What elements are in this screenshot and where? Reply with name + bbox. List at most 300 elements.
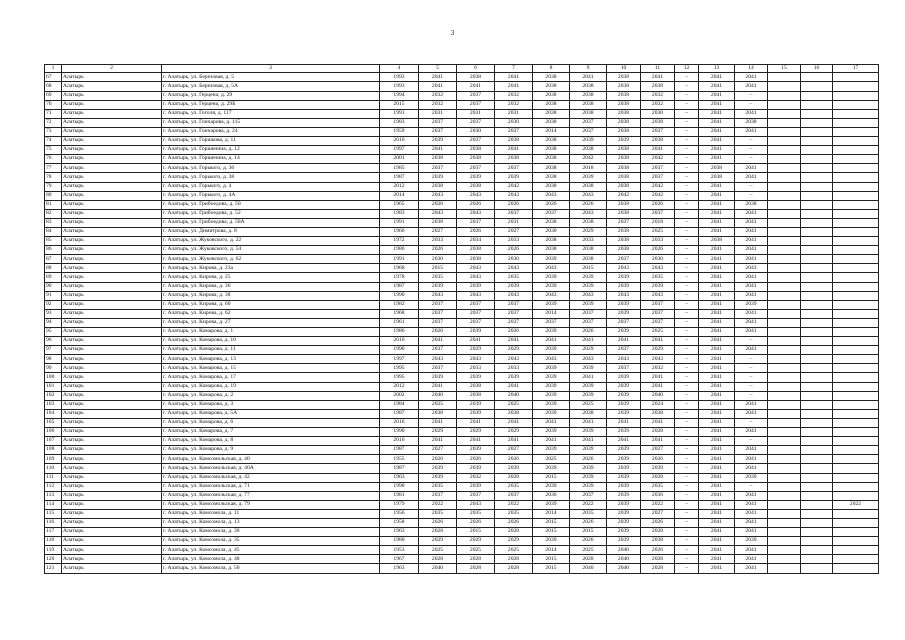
table-cell: – [675, 164, 699, 173]
table-cell: г. Алатырь, ул. Комсомола, д. 35 [162, 537, 380, 546]
table-cell: г. Алатырь, ул. Кирова, д. 23а [162, 264, 380, 273]
table-cell [801, 127, 833, 136]
table-cell [801, 418, 833, 427]
table-cell: 89 [45, 273, 62, 282]
table-cell: Алатырь [62, 155, 162, 164]
table-cell: 1986 [380, 328, 419, 337]
table-cell: 2039 [570, 364, 607, 373]
table-cell: 2041 [735, 546, 768, 555]
table-cell [833, 264, 879, 273]
table-row [45, 209, 879, 218]
table-cell: 76 [45, 155, 62, 164]
table-cell: 2028 [641, 564, 675, 573]
table-cell: 2039 [533, 364, 570, 373]
table-cell [833, 409, 879, 418]
table-cell [833, 318, 879, 327]
table-cell: 2038 [570, 255, 607, 264]
table-cell: 2043 [570, 355, 607, 364]
table-cell: Алатырь [62, 564, 162, 573]
table-row [45, 264, 879, 273]
table-cell [768, 200, 801, 209]
table-cell: 2038 [607, 100, 641, 109]
table-cell: Алатырь [62, 400, 162, 409]
table-cell: Алатырь [62, 337, 162, 346]
table-cell: 2039 [607, 528, 641, 537]
table-cell: 110 [45, 464, 62, 473]
table-cell: 2027 [495, 446, 533, 455]
table-cell: Алатырь [62, 191, 162, 200]
table-cell: 2041 [419, 418, 457, 427]
table-cell: 1955 [380, 455, 419, 464]
table-cell: 88 [45, 264, 62, 273]
table-row [45, 100, 879, 109]
table-cell: 2039 [419, 373, 457, 382]
table-cell: 2038 [533, 164, 570, 173]
table-cell: 2033 [457, 364, 495, 373]
column-header: 12 [675, 65, 699, 73]
table-cell: 2022 [641, 500, 675, 509]
table-cell: 2040 [419, 564, 457, 573]
table-cell: 2041 [641, 437, 675, 446]
table-cell: 2038 [570, 246, 607, 255]
table-cell: 2038 [607, 173, 641, 182]
table-cell: 2041 [419, 146, 457, 155]
table-cell: 2015 [570, 264, 607, 273]
table-cell: 2041 [735, 246, 768, 255]
table-row [45, 273, 879, 282]
table-cell: 2022 [495, 500, 533, 509]
table-cell: 2041 [495, 146, 533, 155]
table-row [45, 155, 879, 164]
table-cell [768, 118, 801, 127]
table-cell: 2041 [699, 373, 735, 382]
table-cell: Алатырь [62, 246, 162, 255]
table-cell: 2026 [570, 200, 607, 209]
table-cell: Алатырь [62, 537, 162, 546]
table-cell: 116 [45, 518, 62, 527]
table-cell [801, 255, 833, 264]
table-cell: 2033 [495, 364, 533, 373]
table-cell: г. Алатырь, ул. Комсомольская, д. 71 [162, 482, 380, 491]
table-cell: 2035 [419, 273, 457, 282]
table-cell: 2033 [419, 237, 457, 246]
table-row [45, 482, 879, 491]
table-cell: 2039 [570, 273, 607, 282]
table-cell: 2041 [699, 337, 735, 346]
table-cell: 2041 [419, 337, 457, 346]
table-cell: Алатырь [62, 528, 162, 537]
table-cell: 2035 [495, 482, 533, 491]
table-cell: Алатырь [62, 473, 162, 482]
table-cell: 2038 [607, 109, 641, 118]
table-cell: Алатырь [62, 409, 162, 418]
table-cell: 2038 [641, 409, 675, 418]
table-cell [833, 382, 879, 391]
table-cell: 2038 [495, 409, 533, 418]
table-cell: 2040 [570, 564, 607, 573]
table-cell: – [675, 409, 699, 418]
table-cell: Алатырь [62, 509, 162, 518]
table-cell: – [675, 182, 699, 191]
table-cell [768, 218, 801, 227]
table-cell: 2039 [607, 391, 641, 400]
table-cell: – [675, 282, 699, 291]
table-cell: 2041 [699, 209, 735, 218]
table-cell: 1987 [380, 173, 419, 182]
table-cell [801, 473, 833, 482]
table-cell: 2039 [607, 409, 641, 418]
table-cell: 2026 [533, 200, 570, 209]
table-cell: 2038 [607, 155, 641, 164]
table-cell: 2043 [495, 355, 533, 364]
table-cell: 2039 [570, 300, 607, 309]
table-cell: 2041 [699, 146, 735, 155]
table-cell: 2038 [533, 146, 570, 155]
column-header: 8 [533, 65, 570, 73]
table-cell: 2043 [570, 291, 607, 300]
table-cell [833, 518, 879, 527]
table-cell: 2039 [457, 446, 495, 455]
table-cell [833, 164, 879, 173]
table-cell: 1953 [380, 546, 419, 555]
table-cell: 90 [45, 282, 62, 291]
table-cell: 2039 [419, 282, 457, 291]
table-cell: 2043 [457, 273, 495, 282]
table-row [45, 109, 879, 118]
table-cell: – [675, 255, 699, 264]
table-cell [833, 564, 879, 573]
table-cell: г. Алатырь, ул. Комарова, д. 7 [162, 428, 380, 437]
table-cell: 2039 [607, 455, 641, 464]
table-cell [833, 155, 879, 164]
table-cell: 2041 [495, 82, 533, 91]
table-cell: 2039 [641, 464, 675, 473]
table-cell [801, 391, 833, 400]
table-cell: 2028 [495, 555, 533, 564]
table-row [45, 218, 879, 227]
table-cell: 2039 [607, 537, 641, 546]
table-row [45, 300, 879, 309]
table-cell: 2041 [699, 346, 735, 355]
table-cell: 1972 [380, 237, 419, 246]
table-cell: 2041 [735, 564, 768, 573]
table-cell: 2041 [495, 418, 533, 427]
table-cell: 2042 [570, 155, 607, 164]
table-cell [768, 355, 801, 364]
table-cell: 2039 [607, 282, 641, 291]
table-cell: 1987 [380, 409, 419, 418]
table-cell [801, 409, 833, 418]
table-cell: 1982 [380, 300, 419, 309]
table-cell: 2037 [495, 318, 533, 327]
table-cell: 2029 [641, 346, 675, 355]
column-header: 3 [162, 65, 380, 73]
column-header: 15 [768, 65, 801, 73]
table-cell: 2038 [641, 537, 675, 546]
table-cell [801, 382, 833, 391]
table-cell: г. Алатырь, ул. Жуковского, д. 22 [162, 237, 380, 246]
table-cell [768, 100, 801, 109]
table-cell: г. Алатырь, ул. Герцена, д. 29 [162, 91, 380, 100]
table-cell: Алатырь [62, 309, 162, 318]
table-cell: 2041 [699, 537, 735, 546]
table-row [45, 409, 879, 418]
table-cell: 2038 [495, 155, 533, 164]
table-cell: 2041 [699, 528, 735, 537]
table-cell: 92 [45, 300, 62, 309]
table-cell: 79 [45, 182, 62, 191]
table-row [45, 455, 879, 464]
table-cell: 2038 [607, 246, 641, 255]
table-cell: – [675, 437, 699, 446]
table-cell: 2042 [641, 191, 675, 200]
table-cell: – [675, 509, 699, 518]
table-cell: г. Алатырь, ул. Комарова, д. 19 [162, 382, 380, 391]
table-cell [801, 437, 833, 446]
table-cell: 1993 [380, 73, 419, 82]
table-cell: 2040 [607, 555, 641, 564]
table-cell: – [735, 382, 768, 391]
table-cell: 2025 [570, 400, 607, 409]
table-cell: 2029 [419, 537, 457, 546]
table-cell: 1961 [380, 318, 419, 327]
table-cell [833, 191, 879, 200]
table-cell: 2041 [699, 328, 735, 337]
table-cell [768, 364, 801, 373]
table-cell: – [735, 355, 768, 364]
table-cell: 2041 [735, 291, 768, 300]
table-cell [833, 246, 879, 255]
table-cell: 2037 [419, 300, 457, 309]
table-cell [768, 473, 801, 482]
table-row [45, 537, 879, 546]
table-cell: – [735, 146, 768, 155]
table-cell: 118 [45, 537, 62, 546]
table-cell: 2026 [641, 518, 675, 527]
table-cell: – [675, 546, 699, 555]
table-cell: г. Алатырь, ул. Кирова, д. 25 [162, 273, 380, 282]
table-cell: 2041 [699, 500, 735, 509]
table-cell: 2041 [735, 227, 768, 236]
table-cell: – [675, 109, 699, 118]
table-cell: 2042 [607, 191, 641, 200]
table-cell [801, 482, 833, 491]
table-cell: 2030 [419, 255, 457, 264]
table-cell: 2041 [699, 182, 735, 191]
table-cell [801, 500, 833, 509]
table-cell: г. Алатырь, ул. Кирова, д. 38 [162, 291, 380, 300]
table-cell: 2026 [570, 455, 607, 464]
table-cell: 2028 [641, 473, 675, 482]
table-cell: 2043 [419, 291, 457, 300]
table-cell: – [735, 437, 768, 446]
table-cell [833, 282, 879, 291]
table-cell: 2039 [457, 482, 495, 491]
table-cell: 2037 [607, 346, 641, 355]
table-cell: 2041 [735, 409, 768, 418]
table-cell: 2041 [735, 73, 768, 82]
table-cell: 2032 [495, 100, 533, 109]
table-cell [833, 364, 879, 373]
table-cell: 115 [45, 509, 62, 518]
table-cell: 2028 [495, 564, 533, 573]
table-cell: – [675, 364, 699, 373]
table-cell: 2041 [735, 282, 768, 291]
table-cell: 2043 [641, 264, 675, 273]
table-row [45, 200, 879, 209]
table-cell: 71 [45, 109, 62, 118]
table-cell: 2026 [570, 518, 607, 527]
table-cell [768, 528, 801, 537]
table-row [45, 328, 879, 337]
table-cell: – [675, 173, 699, 182]
table-cell [768, 391, 801, 400]
table-cell: 2041 [699, 282, 735, 291]
table-cell: 2043 [495, 291, 533, 300]
table-cell: 1994 [380, 91, 419, 100]
table-cell: 2031 [419, 109, 457, 118]
table-cell [833, 473, 879, 482]
table-cell: г. Алатырь, ул. Комсомола, д. 45 [162, 546, 380, 555]
table-cell: Алатырь [62, 291, 162, 300]
table-cell: 2041 [735, 109, 768, 118]
table-cell: 2039 [419, 464, 457, 473]
table-cell [801, 227, 833, 236]
table-cell: 2041 [735, 318, 768, 327]
table-cell [801, 146, 833, 155]
table-cell: 2028 [495, 473, 533, 482]
table-cell [768, 418, 801, 427]
table-cell: Алатырь [62, 118, 162, 127]
table-cell: 2037 [457, 218, 495, 227]
table-cell: 2043 [533, 355, 570, 364]
table-cell [801, 137, 833, 146]
table-cell: 2040 [495, 391, 533, 400]
table-cell [768, 109, 801, 118]
table-cell: 2025 [419, 400, 457, 409]
table-cell: – [735, 137, 768, 146]
table-cell: 120 [45, 555, 62, 564]
table-cell: 2038 [570, 146, 607, 155]
table-cell: 2039 [419, 173, 457, 182]
table-cell [768, 264, 801, 273]
table-cell [833, 437, 879, 446]
table-cell: – [675, 309, 699, 318]
table-cell: 108 [45, 446, 62, 455]
table-cell: 1967 [380, 555, 419, 564]
table-cell: 2035 [641, 273, 675, 282]
table-cell: 68 [45, 82, 62, 91]
table-cell: 2038 [457, 146, 495, 155]
table-cell: 2030 [641, 255, 675, 264]
table-cell: 2041 [735, 255, 768, 264]
column-header: 16 [801, 65, 833, 73]
table-cell: 2038 [533, 82, 570, 91]
table-row [45, 227, 879, 236]
table-cell: Алатырь [62, 137, 162, 146]
table-cell [801, 455, 833, 464]
table-cell: 2022 [833, 500, 879, 509]
table-cell: – [675, 346, 699, 355]
table-cell: Алатырь [62, 546, 162, 555]
table-cell: – [675, 355, 699, 364]
table-cell: 2039 [607, 509, 641, 518]
table-cell: г. Алатырь, ул. Горького, д. 4А [162, 191, 380, 200]
table-cell: 2031 [495, 218, 533, 227]
table-cell: 2037 [419, 164, 457, 173]
table-cell: 2043 [457, 355, 495, 364]
table-cell [833, 337, 879, 346]
table-cell: 2037 [457, 309, 495, 318]
table-cell: 77 [45, 164, 62, 173]
table-cell: 2041 [570, 73, 607, 82]
table-cell [801, 509, 833, 518]
table-cell: 2037 [495, 127, 533, 136]
table-cell: 2028 [641, 528, 675, 537]
table-cell: 1965 [380, 200, 419, 209]
table-cell: 2041 [735, 127, 768, 136]
table-row [45, 346, 879, 355]
table-cell: – [675, 328, 699, 337]
table-cell [768, 509, 801, 518]
table-cell: 2037 [457, 164, 495, 173]
column-header: 10 [607, 65, 641, 73]
table-cell: г. Алатырь, ул. Комсомольская, д. 40А [162, 464, 380, 473]
table-cell: 2038 [699, 173, 735, 182]
table-cell: 2043 [419, 355, 457, 364]
table-cell: 2025 [495, 400, 533, 409]
table-cell: 2041 [699, 91, 735, 100]
table-cell: 2041 [570, 337, 607, 346]
table-cell: Алатырь [62, 146, 162, 155]
table-cell: 2043 [641, 355, 675, 364]
table-cell: 2041 [699, 200, 735, 209]
table-cell: 2041 [699, 191, 735, 200]
table-cell: г. Алатырь, ул. Грибоедова, д. 52 [162, 209, 380, 218]
table-cell: 2041 [735, 237, 768, 246]
table-cell: 80 [45, 191, 62, 200]
table-cell: 2030 [641, 109, 675, 118]
table-row [45, 491, 879, 500]
table-cell: г. Алатырь, ул. Комарова, д. 3 [162, 400, 380, 409]
table-cell: 2039 [570, 282, 607, 291]
table-cell: 2039 [533, 482, 570, 491]
table-cell: 85 [45, 237, 62, 246]
table-cell: – [675, 564, 699, 573]
table-cell: 2039 [570, 446, 607, 455]
table-cell: 2039 [419, 137, 457, 146]
table-cell: 1968 [380, 309, 419, 318]
table-cell [833, 82, 879, 91]
table-cell: 2039 [607, 309, 641, 318]
table-cell [768, 564, 801, 573]
table-cell: 2041 [641, 146, 675, 155]
table-cell: 2041 [607, 437, 641, 446]
table-cell: Алатырь [62, 391, 162, 400]
table-cell: Алатырь [62, 464, 162, 473]
table-cell: г. Алатырь, ул. Комарова, д. 2 [162, 391, 380, 400]
table-cell: 2040 [641, 391, 675, 400]
table-cell: – [675, 227, 699, 236]
table-cell: 2032 [641, 91, 675, 100]
table-cell: 2037 [457, 318, 495, 327]
table-cell: 101 [45, 382, 62, 391]
table-cell: Алатырь [62, 382, 162, 391]
table-cell: 2038 [419, 182, 457, 191]
table-cell [768, 237, 801, 246]
table-cell: 2042 [495, 182, 533, 191]
table-cell: 72 [45, 118, 62, 127]
